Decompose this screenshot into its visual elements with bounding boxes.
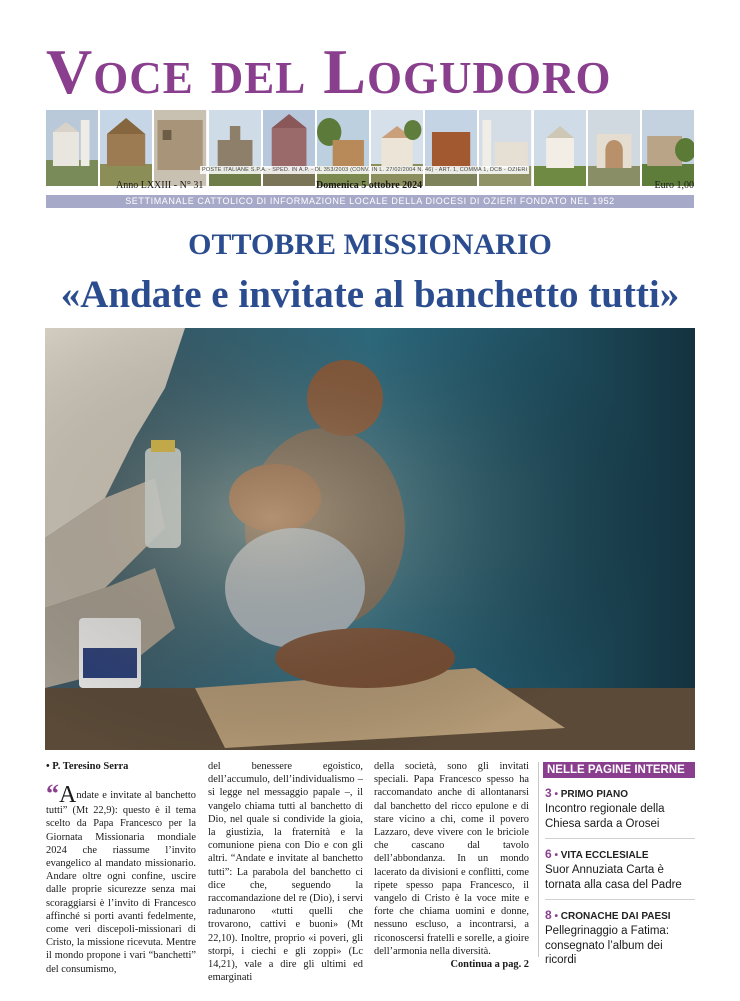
bullet-dot: • xyxy=(554,850,558,861)
church-photo xyxy=(534,110,586,186)
church-photo xyxy=(588,110,640,186)
page-number: 3 xyxy=(545,786,552,800)
church-photo xyxy=(154,110,206,186)
sidebar-item-text: Suor Annuziata Carta è tornata alla casa del Padre xyxy=(545,864,682,891)
sidebar-item-text: Incontro regionale della Chiesa sarda a Orosei xyxy=(545,803,665,830)
tagline-band: SETTIMANALE CATTOLICO DI INFORMAZIONE LOCALE DELLA DIOCESI DI OZIERI FONDATO NEL 1952 xyxy=(46,195,694,208)
article-column-3 xyxy=(374,760,529,971)
church-photo xyxy=(425,110,477,186)
sidebar-header: NELLE PAGINE INTERNE xyxy=(543,762,695,778)
dropcap-letter: A xyxy=(59,782,77,809)
main-headline: «Andate e invitate al banchetto tutti» xyxy=(60,273,680,316)
article-text-col1: ndate e invitate al banchetto tutti” (Mt 22,9): questo è il tema scelto da Papa Francesco per la Giornata Missionaria mondiale 2024 che riassume l’invito evangelico al mandato missionario. Andare oltre ogni confine, uscire dalle proprie sicurezze senza mai scoraggiarsi è l’invito di Francesco affinché si porti avanti fedelmente, come veri discepoli-missionari di Cristo, la missione ricevuta. Mentre il mondo propone i vari “banchetti” del consumismo, xyxy=(46,790,196,975)
section-name: CRONACHE DAI PAESI xyxy=(560,911,671,922)
sidebar-item[interactable] xyxy=(545,778,695,839)
article-text-1 xyxy=(46,779,196,976)
article-text-col2: del benessere egoistico, dell’accumulo, dell’individualismo – si legge nel messaggio papale –, il vangelo chiama tutti al banchetto di Dio, nel quale si condivide la gioia, la giustizia, la fraternità e la comunione piena con Dio e con gli altri. “Andate e invitate al banchetto tutti”: La parabola del banchetto ci dice che, seguendo la raccomandazione del re (Dio), i servi radunarono «tutti quelli che trovarono, cattivi e buoni» (Mt 22,10). Inoltre, proprio «i poveri, gli storpi, i ciechi e gli zoppi» (Lc 14,21), vale a dire gli ultimi ed emarginati xyxy=(208,761,363,984)
article-text-col3: della società, sono gli invitati speciali. Papa Francesco spesso ha raccomandato anche di allontanarsi dal banchetto del ricco epulone e di stare vicino a chi, come il povero Lazzaro, deve vivere con le briciole che cascano dal tavolo dell’abbondanza. In un mondo lacerato da divisioni e conflitti, come ripete spesso papa Francesco, il vangelo di Cristo è la voce mite e forte che chiama uomini e donne, nessuno escluso, a incontrarsi, a riconoscersi fratelli e sorelle, a gioire dell’armonia nella diversità. xyxy=(374,761,529,957)
sidebar-item[interactable] xyxy=(545,839,695,900)
bullet-dot: • xyxy=(554,911,558,922)
inside-pages-sidebar xyxy=(538,762,695,966)
church-photo xyxy=(317,110,369,186)
church-photo xyxy=(263,110,315,186)
masthead xyxy=(46,38,694,106)
page-number: 8 xyxy=(545,908,552,922)
opening-quote: “ xyxy=(46,779,59,809)
article-author: • P. Teresino Serra xyxy=(46,761,129,772)
postal-notice: POSTE ITALIANE S.P.A. - SPED. IN A.P. - DL 353/2003 (CONV. IN L. 27/02/2004 N. 46) - ART. 1, COMMA 1, DCB - OZIERI xyxy=(202,167,528,173)
sidebar-item-heading xyxy=(545,786,695,800)
sidebar-item-heading xyxy=(545,908,695,922)
bullet-dot: • xyxy=(554,789,558,800)
issue-info-row xyxy=(116,180,694,194)
sidebar-item-text: Pellegrinaggio a Fatima: consegnato l’album dei ricordi xyxy=(545,925,670,966)
issue-date: Domenica 5 ottobre 2024 xyxy=(316,180,423,191)
section-name: PRIMO PIANO xyxy=(560,789,628,800)
church-photo xyxy=(209,110,261,186)
church-photo xyxy=(642,110,694,186)
article-column-2 xyxy=(208,760,363,984)
page-number: 6 xyxy=(545,847,552,861)
section-name: VITA ECCLESIALE xyxy=(560,850,649,861)
church-photo-strip xyxy=(46,110,694,186)
article-column-1 xyxy=(46,760,196,976)
issue-price: Euro 1,00 xyxy=(654,180,694,191)
issue-number: Anno LXXIII - N° 31 xyxy=(116,180,204,191)
church-photo xyxy=(371,110,423,186)
kicker: OTTOBRE MISSIONARIO xyxy=(188,228,552,261)
church-photo xyxy=(479,110,531,186)
newspaper-title: Voce del Logudoro xyxy=(46,36,612,107)
continue-link[interactable]: Continua a pag. 2 xyxy=(450,959,529,971)
sidebar-item-heading xyxy=(545,847,695,861)
church-photo xyxy=(46,110,98,186)
main-photo xyxy=(45,328,695,750)
sidebar-item[interactable] xyxy=(545,900,695,975)
church-photo xyxy=(100,110,152,186)
